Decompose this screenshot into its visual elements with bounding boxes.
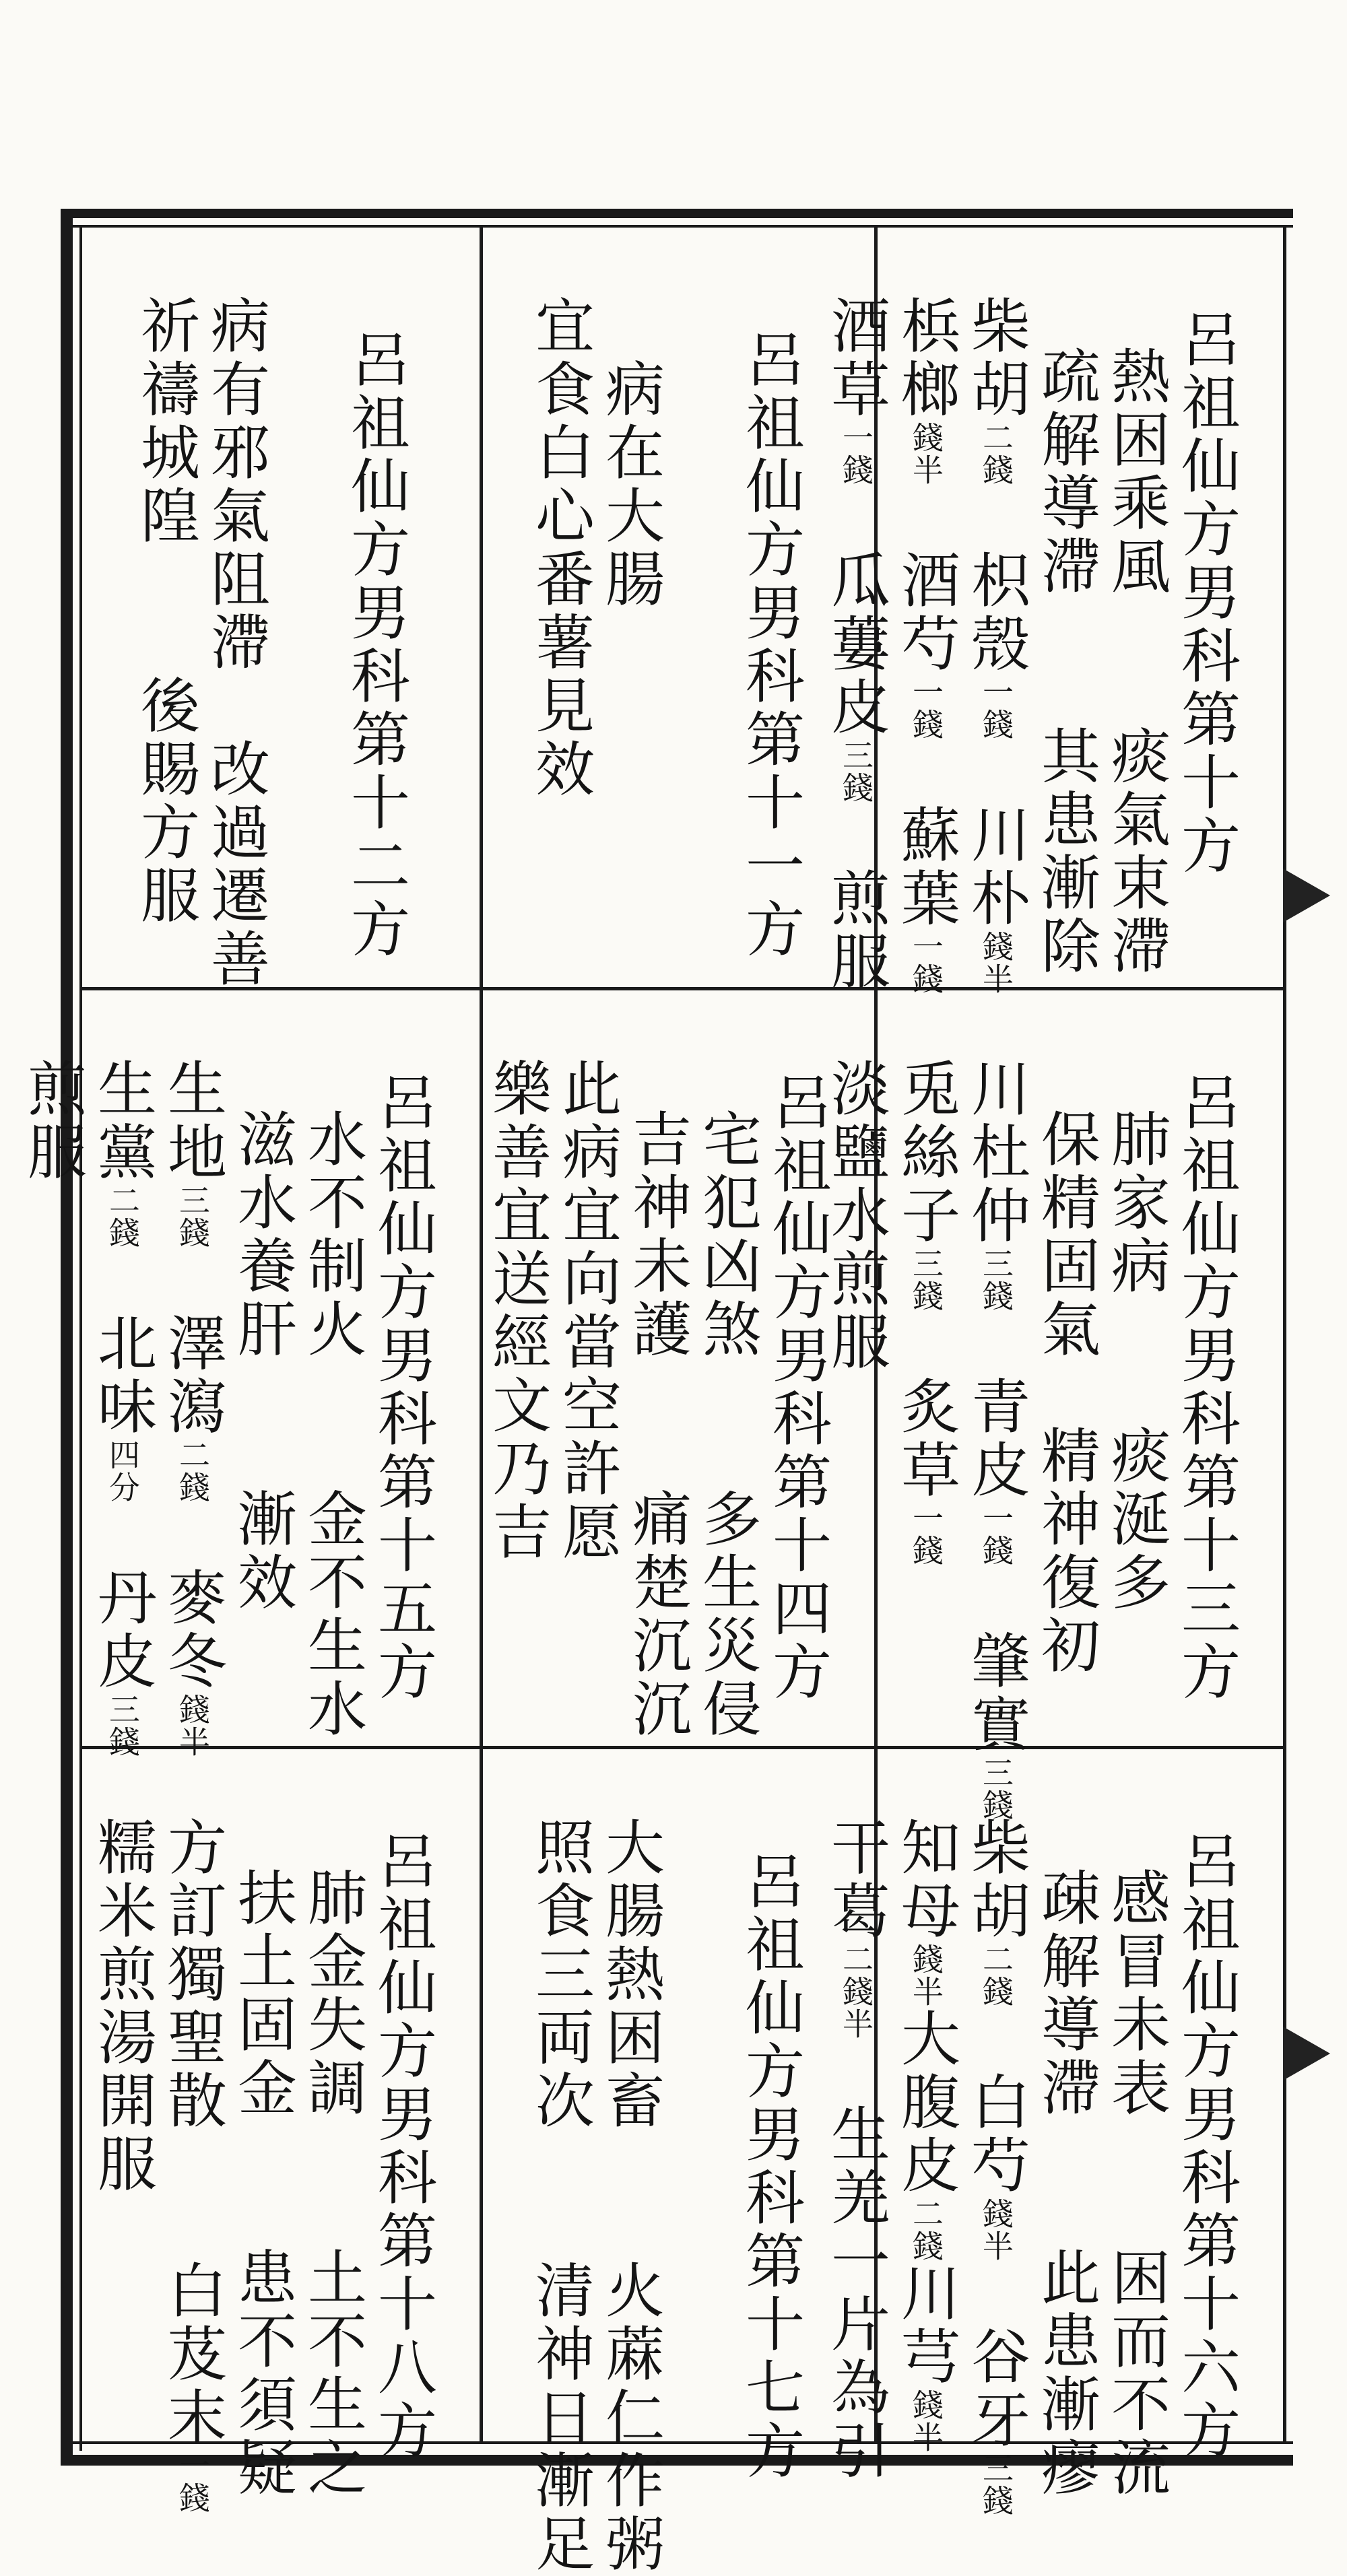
formula-14 — [483, 990, 874, 1746]
dosage-annotation: 二錢半 — [838, 1943, 874, 2040]
formula-line — [962, 295, 1031, 995]
line-text: 炙草 — [892, 1312, 961, 1502]
column-divider-right — [1283, 228, 1286, 2441]
dosage-annotation: 錢半 — [908, 1943, 944, 2008]
line-text: 草 — [822, 358, 891, 421]
line-text: 疏解導滯 其患漸除 — [1032, 345, 1101, 978]
line-text: 地 — [158, 1121, 228, 1184]
dosage-annotation: 二錢 — [174, 1439, 211, 1503]
formula-line — [892, 1058, 961, 1567]
line-text: 蘇葉 — [892, 741, 961, 930]
line-text: 杜仲 — [962, 1121, 1031, 1248]
line-text: 絲子 — [892, 1121, 961, 1248]
line-text: 感冒未表 困而不流 — [1102, 1867, 1171, 2500]
dosage-annotation: 二錢 — [978, 421, 1014, 486]
page-tab-marker — [1283, 869, 1330, 922]
formula-13 — [822, 990, 1283, 1821]
line-text: 生羌一片為引 — [822, 2040, 891, 2483]
line-text: 保精固氣 精神復初 — [1032, 1108, 1101, 1678]
formula-line — [526, 1817, 595, 2576]
formula-title: 呂祖仙方男科第十八方 — [368, 1830, 438, 2463]
formula-line — [228, 1108, 298, 1615]
line-text: 煎服 — [18, 1058, 88, 1184]
line-text: 胡 — [962, 358, 1031, 421]
line-text: 水不制火 金不生水 — [298, 1108, 368, 1741]
formula-title: 呂祖仙方男科第十方 — [1172, 308, 1241, 878]
line-text: 丹皮 — [88, 1503, 158, 1693]
formula-line — [596, 295, 665, 611]
dosage-annotation: 三錢 — [104, 1693, 141, 1758]
formula-line — [892, 1817, 961, 2453]
line-text: 酒 — [822, 295, 891, 358]
line-text: 大腸熱困畜 火蔴仁作粥 — [596, 1817, 665, 2576]
dosage-annotation: 錢半 — [908, 2389, 944, 2453]
dosage-annotation: 一錢 — [978, 676, 1014, 741]
formula-title: 呂祖仙方男科第十六方 — [1172, 1830, 1241, 2463]
formula-title: 呂祖仙方男科第十一方 — [736, 329, 806, 961]
formula-line — [892, 295, 961, 995]
line-text: 大腹皮 — [892, 2008, 961, 2198]
dosage-annotation: 三錢 — [978, 1248, 1014, 1312]
dosage-annotation: 二錢 — [908, 2198, 944, 2262]
formula-line — [1102, 345, 1171, 978]
line-text: 兎 — [892, 1058, 961, 1121]
line-text: 煎服 — [822, 804, 891, 994]
dosage-annotation: 四分 — [104, 1439, 141, 1503]
formula-line — [962, 1058, 1031, 1821]
dosage-annotation: 錢半 — [978, 930, 1014, 995]
line-text: 滋水養肝 漸效 — [228, 1108, 298, 1615]
line-text: 肺金失調 土不生之 — [298, 1867, 368, 2500]
line-text: 宅犯凶煞 多生災侵 — [693, 1108, 762, 1741]
formula-line — [18, 1058, 88, 1184]
formula-title: 呂祖仙方男科第十三方 — [1172, 1071, 1241, 1704]
line-text: 黨 — [88, 1121, 158, 1184]
formula-line — [526, 295, 595, 801]
line-text: 此病宜向當空許愿 — [553, 1058, 622, 1564]
formula-line — [158, 1058, 228, 1758]
formula-line — [693, 1108, 762, 1741]
dosage-annotation: 一錢 — [838, 421, 874, 486]
line-text: 谷牙 — [962, 2262, 1031, 2452]
line-text: 枳殼 — [962, 486, 1031, 676]
formula-line — [596, 1817, 665, 2576]
line-text: 糯米煎湯開服 — [88, 1817, 158, 2196]
line-text: 青皮 — [962, 1312, 1031, 1502]
formula-line — [298, 1867, 368, 2500]
formula-title: 呂祖仙方男科第十二方 — [341, 329, 411, 961]
line-text: 疎解導滯 此患漸瘳 — [1032, 1867, 1101, 2500]
line-text: 川 — [962, 1058, 1031, 1121]
formula-line — [131, 295, 201, 928]
formula-title: 呂祖仙方男科第十四方 — [763, 1071, 832, 1704]
line-text: 熱困乘風 痰氣束滯 — [1102, 345, 1171, 978]
line-text: 榔 — [892, 358, 961, 421]
formula-line — [201, 295, 271, 991]
formula-title: 呂祖仙方男科第十七方 — [736, 1850, 806, 2483]
line-text: 北味 — [88, 1249, 158, 1439]
dosage-annotation: 一錢 — [908, 930, 944, 995]
dosage-annotation: 錢半 — [908, 421, 944, 486]
line-text: 酒芍 — [892, 486, 961, 676]
formula-12 — [82, 228, 480, 991]
formula-line — [1032, 1108, 1101, 1678]
formula-title: 呂祖仙方男科第十五方 — [368, 1071, 438, 1704]
line-text: 生 — [88, 1058, 158, 1121]
line-text: 肇實 — [962, 1567, 1031, 1757]
formula-line — [483, 1058, 552, 1564]
formula-line — [228, 1867, 298, 2500]
formula-line — [88, 1817, 158, 2196]
formula-16 — [822, 1749, 1283, 2517]
formula-line — [553, 1058, 622, 1564]
formula-line — [962, 1817, 1031, 2517]
dosage-annotation: 二錢 — [104, 1184, 141, 1249]
line-text: 知母 — [892, 1817, 961, 1943]
dosage-annotation: 一錢 — [908, 1502, 944, 1567]
line-text: 澤瀉 — [158, 1249, 228, 1439]
formula-line — [158, 1817, 228, 2514]
line-text: 吉神未護 痛楚沉沉 — [623, 1108, 692, 1741]
page-tab-marker — [1283, 2027, 1330, 2080]
line-text: 樂善宜送經文乃吉 — [483, 1058, 552, 1564]
dosage-annotation: 三錢 — [978, 2452, 1014, 2517]
dosage-annotation: 三錢 — [978, 1757, 1014, 1821]
formula-line — [1102, 1867, 1171, 2500]
line-text: 白芍 — [962, 2008, 1031, 2198]
dosage-annotation: 一錢 — [978, 1502, 1014, 1567]
line-text: 方訂獨聖散 白芨末 — [158, 1817, 228, 2449]
dosage-annotation: 二錢 — [978, 1943, 1014, 2008]
line-text: 淡鹽水煎服 — [822, 1058, 891, 1374]
line-text: 柴胡 — [962, 1817, 1031, 1943]
line-text: 扶土固金 患不須疑 — [228, 1867, 298, 2500]
dosage-annotation: 錢半 — [978, 2198, 1014, 2262]
line-text: 川朴 — [962, 741, 1031, 930]
line-text: 梹 — [892, 295, 961, 358]
formula-line — [88, 1058, 158, 1758]
line-text: 照食三両次 清神日漸足 — [526, 1817, 595, 2576]
line-text: 柴 — [962, 295, 1031, 358]
formula-line — [1032, 1867, 1101, 2500]
formula-line — [623, 1108, 692, 1741]
formula-10 — [822, 228, 1283, 995]
dosage-annotation: 一錢 — [174, 2449, 211, 2514]
line-text: 生 — [158, 1058, 228, 1121]
line-text: 病在大腸 — [596, 295, 665, 611]
line-text: 瓜蔞皮 — [822, 486, 891, 739]
formula-line — [1102, 1108, 1171, 1615]
line-text: 干葛 — [822, 1817, 891, 1943]
dosage-annotation: 一錢 — [908, 676, 944, 741]
dosage-annotation: 錢半 — [174, 1693, 211, 1758]
line-text: 宜食白心番薯見效 — [526, 295, 595, 801]
dosage-annotation: 三錢 — [908, 1248, 944, 1312]
dosage-annotation: 三錢 — [838, 739, 874, 804]
line-text: 病有邪氣阻滯 改過遷善 — [201, 295, 271, 991]
formula-line — [1032, 345, 1101, 978]
formula-15 — [18, 990, 480, 1758]
line-text: 麥冬 — [158, 1503, 228, 1693]
formula-18 — [82, 1749, 480, 2514]
dosage-annotation: 三錢 — [174, 1184, 211, 1249]
line-text: 肺家病 痰涎多 — [1102, 1108, 1171, 1615]
line-text: 祈禱城隍 後賜方服 — [131, 295, 201, 928]
formula-11 — [483, 228, 874, 987]
formula-17 — [483, 1749, 874, 2576]
formula-line — [298, 1108, 368, 1741]
line-text: 川芎 — [892, 2262, 961, 2389]
